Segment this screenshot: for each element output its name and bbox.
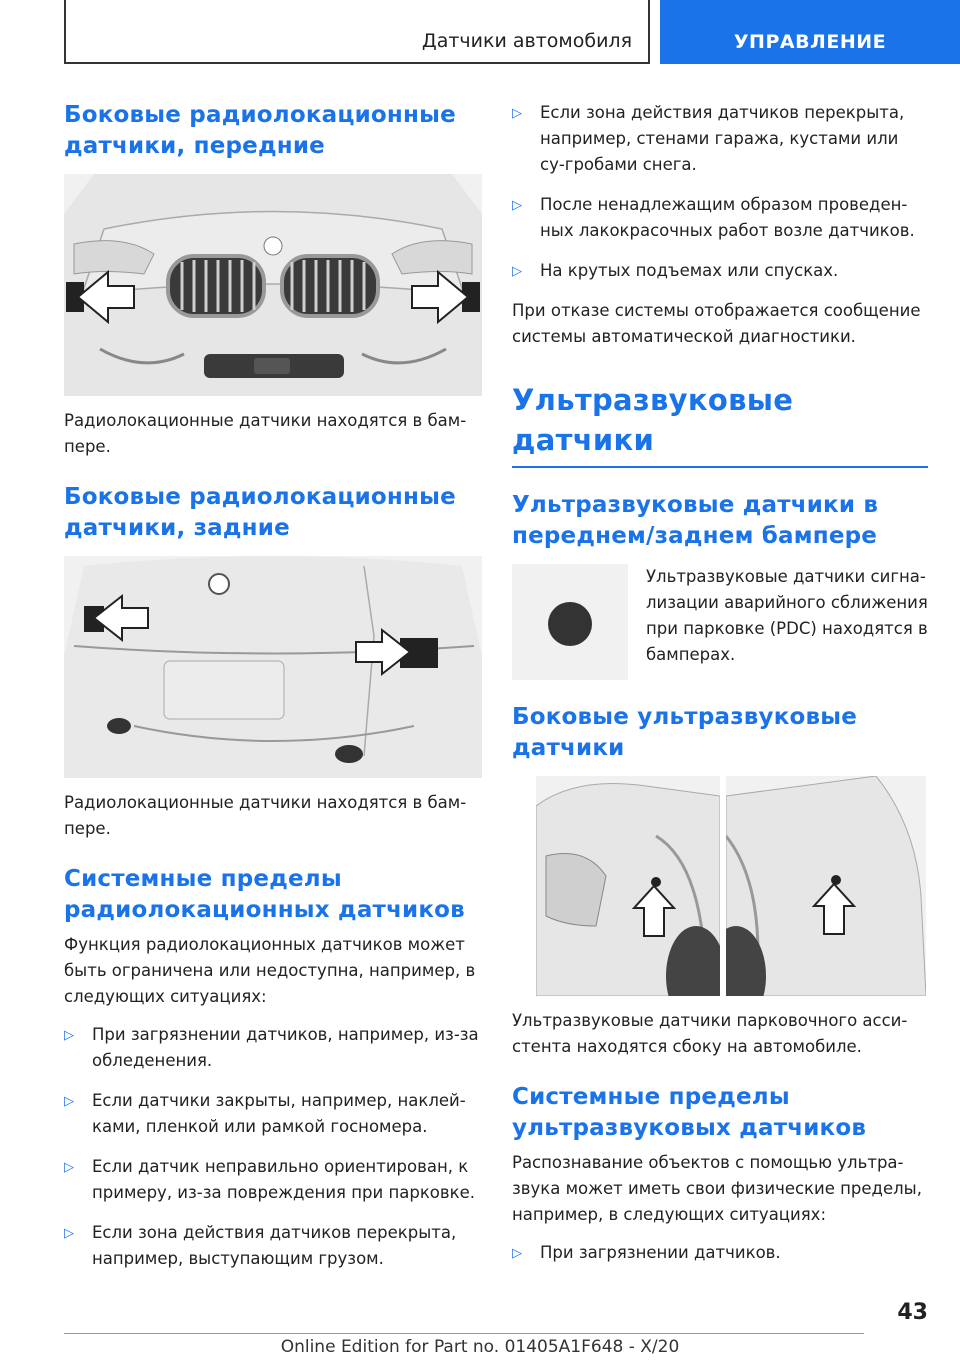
triangle-bullet-icon: ▷ [64, 1160, 74, 1175]
heading-ultrasonic-limits: Системные пределы ультразвуковых датчиков [512, 1084, 867, 1141]
front-side-illustration [536, 776, 720, 996]
caption-side-ultrasonic: Ультразвуковые датчики парковочного асси-стента находятся сбоку на автомобиле. [512, 1011, 908, 1056]
chapter-box [64, 0, 650, 64]
list-item: ▷ Если зона действия датчиков перекрыта, например, выступающим грузом. [64, 1223, 457, 1268]
list-item: ▷ При загрязнении датчиков. [512, 1240, 928, 1266]
side-sensor-rear-figure [726, 776, 926, 996]
list-item: ▷ При загрязнении датчиков, например, из-за обледенения. [64, 1025, 479, 1070]
radar-limits-list [64, 1022, 482, 1272]
rear-bumper-illustration [64, 556, 482, 778]
triangle-bullet-icon: ▷ [512, 264, 522, 279]
pdc-sensor-text: Ультразвуковые датчики сигна-лизации аварийного сближения при парковке (PDC) находятся в бамперах. [646, 567, 928, 664]
rear-radar-figure [64, 556, 482, 778]
triangle-bullet-icon: ▷ [64, 1094, 74, 1109]
pdc-sensor-icon [512, 564, 628, 680]
heading-radar-limits: Системные пределы радиолокационных датчиков [64, 866, 465, 923]
heading-ultrasonic-sensors: Ультразвуковые датчики [512, 380, 928, 468]
triangle-bullet-icon: ▷ [64, 1226, 74, 1241]
heading-bumper-ultrasonic: Ультразвуковые датчики в переднем/заднем бампере [512, 492, 879, 549]
section-tab: УПРАВЛЕНИЕ [660, 0, 960, 64]
rear-side-illustration [726, 776, 926, 996]
list-item: ▷ Если датчик неправильно ориентирован, к примеру, из-за повреждения при парковке. [64, 1157, 475, 1202]
side-ultrasonic-figure [536, 776, 928, 996]
footer-edition: Online Edition for Part no. 01405A1F648 - X/20 [280, 1337, 680, 1357]
page-header [0, 0, 960, 68]
radar-limits-intro: Функция радиолокационных датчиков может быть ограничена или недоступна, например, в следующих ситуациях: [64, 935, 476, 1006]
chapter-title: Датчики автомобиля [421, 30, 632, 52]
pdc-sensor-row [512, 564, 928, 680]
list-item: ▷ После ненадлежащим образом проведен-ных лакокрасочных работ возле датчиков. [512, 195, 915, 240]
caption-front-radar: Радиолокационные датчики находятся в бам-пере. [64, 411, 467, 456]
page-number: 43 [897, 1300, 928, 1325]
heading-rear-radar: Боковые радиолокационные датчики, задние [64, 484, 456, 541]
list-item: ▷ Если зона действия датчиков перекрыта, например, стенами гаража, кустами или су-гробами снега. [512, 103, 905, 174]
left-column [64, 100, 482, 1286]
triangle-bullet-icon: ▷ [512, 1246, 522, 1261]
ultrasonic-limits-intro: Распознавание объектов с помощью ультра-звука может иметь свои физические пределы, например, в следующих ситуациях: [512, 1153, 922, 1224]
front-bumper-illustration [64, 174, 482, 396]
triangle-bullet-icon: ▷ [512, 198, 522, 213]
list-item: ▷ Если датчики закрыты, например, наклей-ками, пленкой или рамкой госномера. [64, 1091, 466, 1136]
right-column [512, 100, 928, 1280]
triangle-bullet-icon: ▷ [64, 1028, 74, 1043]
failure-message-text: При отказе системы отображается сообщение системы автоматической диагностики. [512, 301, 921, 346]
caption-rear-radar: Радиолокационные датчики находятся в бам-пере. [64, 793, 467, 838]
footer-divider [64, 1333, 864, 1334]
radar-limits-list-continued [512, 100, 928, 284]
ultrasonic-limits-list [512, 1240, 928, 1266]
front-radar-figure [64, 174, 482, 396]
pdc-sensor-figure [512, 564, 628, 680]
heading-side-ultrasonic: Боковые ультразвуковые датчики [512, 704, 858, 761]
side-sensor-front-figure [536, 776, 720, 996]
list-item: ▷ На крутых подъемах или спусках. [512, 258, 928, 284]
heading-front-radar: Боковые радиолокационные датчики, передние [64, 102, 456, 159]
triangle-bullet-icon: ▷ [512, 106, 522, 121]
